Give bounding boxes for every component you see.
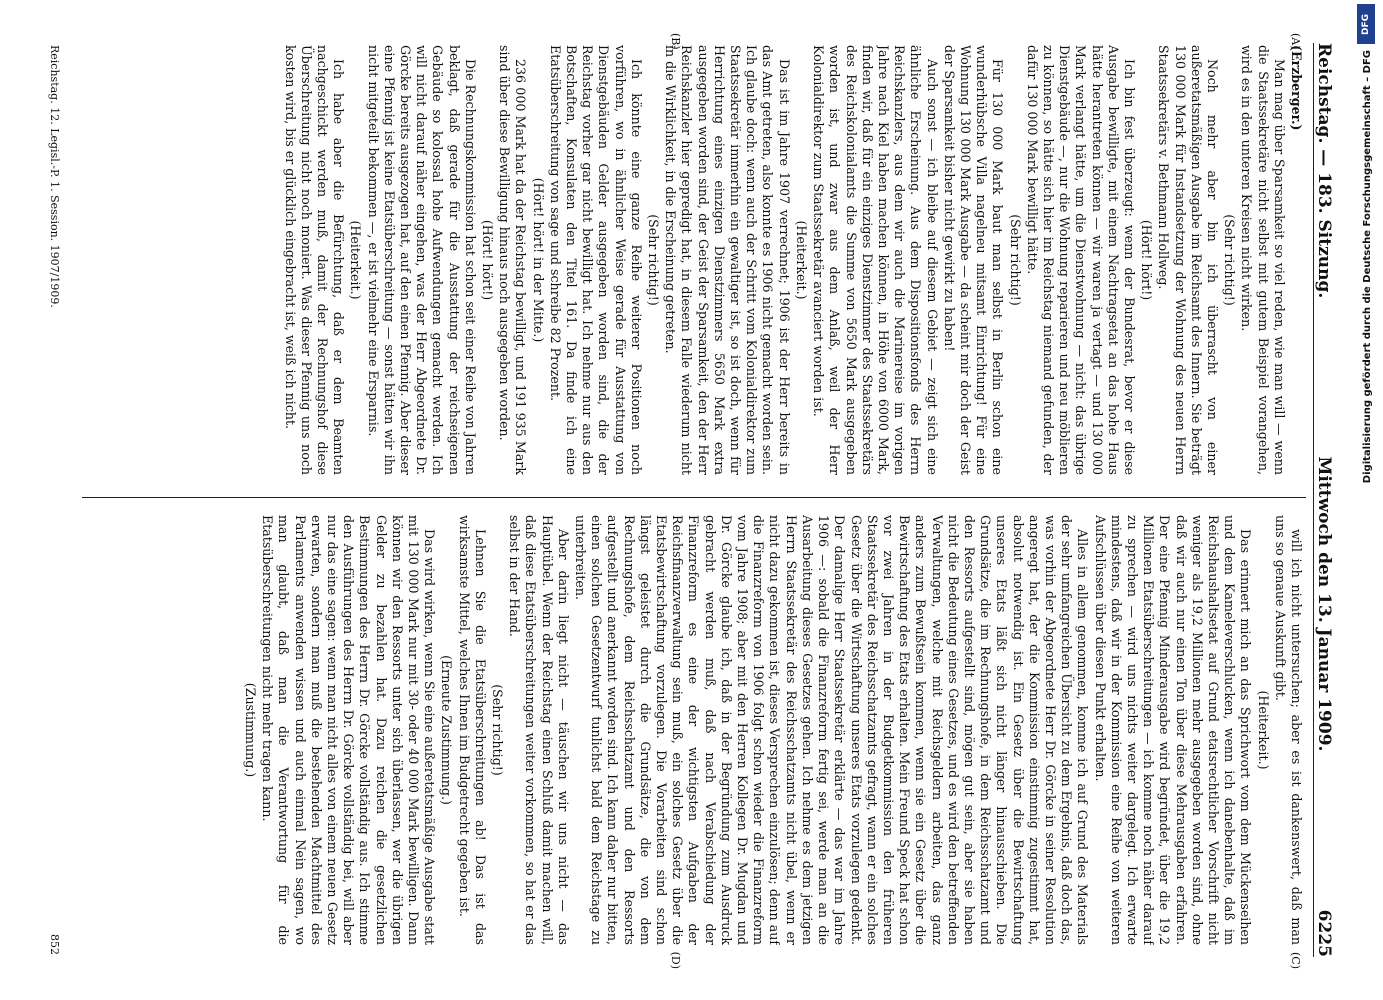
footer-sheet-number: 852 <box>47 934 61 955</box>
page-footer <box>48 45 61 955</box>
left-column <box>82 45 1304 475</box>
interjection: (Hört! hört!) <box>1138 219 1154 301</box>
interjection: (Sehr richtig!) <box>645 214 661 306</box>
paragraph: Das wird wirken, wenn Sie eine außeretatsmäßige Ausgabe statt mit 130 000 Mark nur mit 30- oder 40 000 Mark bewilligen. Dann können wir den Ressorts unter sich überlassen, wer die übrigen Gelder zu bezahlen hat. Dazu reichen die gesetzlichen Bestimmungen des Herrn Dr. Görcke vollständig aus. Ich stimme den Ausführungen des Herrn Dr. Görcke vollständig bei, will aber nur das eine sagen: wenn man nicht alles von einem neuen Gesetz erwarten, sondern man muß die bestehenden Machtmittel des Parlaments anwenden wissen und auch einmal Nein sagen, wo man glaubt, daß man die Verantwortung für die Etatsüberschreitungen nicht mehr tragen kann. <box>259 515 437 945</box>
footer-session: Reichstag. 12. Legisl.-P. 1. Session. 1907/1909. <box>47 45 61 308</box>
paragraph: Das erinnert mich an das Sprichwort vom dem Mückenseihen und dem Kameleverschlucken, wenn ich danebenhalte, daß im Reichshaushaltsetat auf Grund etatsrechtlicher Vorschrift nicht weniger als 19,2 Millionen mehr ausgegeben worden sind, ohne daß wir auch nur einen Ton über diese Mehrausgaben erfahren. Der eine Pfennig Minderausgabe wird begründet, über die 19,2 Millionen Etatsüberschreitungen — ich komme noch näher darauf zu sprechen — wird uns nichts weiter dargelegt. Ich erwarte mindestens, daß wir in der Kommission eine Reihe von weiteren Aufschlüssen über diesen Punkt erhalten. <box>1092 515 1253 945</box>
paragraph: Auch sonst — ich bleibe auf diesem Gebiet — zeigt sich eine ähnliche Erscheinung. Aus dem Dispositionsfonds des Herrn Reichskanzlers, aus dem wir auch die Marinereise im vorigen Jahre nach Kiel haben machen können, in Höhe von 6000 Mark, finden wir, daß für ein einziges Dienstzimmer des Staatssekretärs des Reichskolonialamts die Summe von 5650 Mark ausgegeben worden ist, und zwar aus dem Anlaß, weil der Herr Kolonialdirektor zum Staatssekretär avanciert worden ist. <box>810 45 940 475</box>
paragraph: Aber darin liegt nicht — täuschen wir uns nicht — das Hauptübel. Wenn der Reichstag einen Schluß damit machen will, daß diese Etatsüberschreitungen weiter vorkommen, so hat er das selbst in der Hand. <box>506 515 571 945</box>
page-number: 6225 <box>1313 909 1334 957</box>
paragraph: Alles in allem genommen, komme ich auf Grund des Materials der sehr umfangreichen Übersicht zu dem Ergebnis, daß doch das, was vorhin der Abgeordnete Herr Dr. Görcke in seiner Resolution angeregt hat, der die Kommission einstimmig zugestimmt hat, absolut notwendig ist. Ein Gesetz über die Bewirtschaftung unseres Etats läßt sich nicht länger hinausschieben. Die Grundsätze, die im Rechnungshofe, in dem Reichsschatzamt und den Ressorts aufgestellt sind, mögen gut sein, aber sie haben nicht die Bedeutung eines Gesetzes, und es wird den betreffenden Verwaltungen, welche mit Reichsgeldern arbeiten, das ganz anders zum Bewußtsein kommen, wenn sie ein Gesetz über die Bewirtschaftung des Etats erhalten. Mein Freund Speck hat schon vor zwei Jahren in der Budgetkommission den früheren Staatssekretär des Reichsschatzamts gefragt, wann er ein solches Gesetz über die Wirtschaftung unseres Etats vorzulegen gedenkt. Der damalige Herr Staatssekretär erklärte — das war im Jahre 1906 —: sobald die Finanzreform fertig sei, werde man an die Ausarbeitung dieses Gesetzes gehen. Ich nehme es dem jetzigen Herrn Staatssekretär des Reichsschatzamts nicht übel, wenn er nicht dazu gekommen ist, dieses Versprechen einzulösen; denn auf die Finanzreform von 1906 folgt schon wieder die Finanzreform vom Jahre 1908; aber mit den Herren Kollegen Dr. Mugdan und Dr. Görcke glaube ich, daß in der Begründung zum Ausdruck gebracht werden muß, daß nach Verabschiedung der Finanzreform es eine der wichtigsten Aufgaben der Reichsfinanzverwaltung sein muß, ein solches Gesetz über die Etatsbewirtschaftung vorzulegen. Die Vorarbeiten sind schon längst geleistet durch die Grundsätze, die von dem Rechnungshofe, dem Reichsschatzamt und den Ressorts aufgestellt und anerkannt worden sind. Ich kann daher nur bitten, einen solchen Gesetzentwurf tunlichst bald dem Reichstage zu unterbreiten. <box>572 515 1090 945</box>
margin-mark-a: (A) <box>1288 33 1302 50</box>
interjection: (Hört! hört!) <box>479 219 495 301</box>
paragraph: Ich könnte eine ganze Reihe weiterer Positionen noch vorführen, wo in ähnlicher Weise gerade für Ausstattung von Dienstgebäuden Gelder ausgegeben worden sind, die der Reichstag vorher gar nicht bewilligt hat. Ich nehme nur aus den Botschaften, Konsulaten den Titel 161. Da finde ich eine Etatsüberschreitung von sage und schreibe 82 Prozent. <box>547 45 644 475</box>
header-left: Reichstag. — 183. Sitzung. <box>1313 43 1334 299</box>
paragraph: Man mag über Sparsamkeit so viel reden, wie man will — wenn die Staatssekretäre nicht selbst mit gutem Beispiel vorangehen, wird es in den unteren Kreisen nicht wirken. <box>1238 45 1287 475</box>
rotated-page <box>42 33 1342 969</box>
interjection: (Zustimmung.) <box>242 682 258 778</box>
paragraph: Lehnen Sie die Etatsüberschreitungen ab! Das ist das wirksamste Mittel, welches Ihnen im Budgetrecht gegeben ist. <box>456 515 488 945</box>
interjection: (Heiterkeit.) <box>793 220 809 300</box>
interjection: (Heiterkeit.) <box>1255 690 1271 770</box>
paragraph: Für 130 000 Mark baut man selbst in Berlin schon eine wunderhübsche Villa nagelneu mitsamt Einrichtung! Für eine Wohnung 130 000 Mark Ausgabe — da scheint mir doch der Geist der Sparsamkeit bisher nicht gewirkt zu haben! <box>941 45 1005 475</box>
dfg-logo: DFG <box>1357 4 1375 44</box>
paragraph: will ich nicht untersuchen; aber es ist dankenswert, daß man uns so genaue Auskunft gibt. <box>1272 515 1304 945</box>
interjection: (Heiterkeit.) <box>347 220 363 300</box>
interjection: (Sehr richtig!) <box>1221 214 1237 306</box>
page-header <box>1313 43 1342 957</box>
dfg-credit-text: Digitalisierung gefördert durch die Deutsche Forschungsgemeinschaft – DFG <box>1362 50 1373 484</box>
interjection: (Erneute Zustimmung.) <box>438 655 454 805</box>
interjection: (Hört! hört! in der Mitte.) <box>530 177 546 343</box>
right-column <box>82 515 1304 945</box>
paragraph: Die Rechnungskommission hat schon seit einer Reihe von Jahren beklagt, daß gerade für die Ausstattung der reichseigenen Gebäude so kolossal hohe Aufwendungen gemacht werden. Ich will nicht darauf näher eingehen, was der Herr Abgeordnete Dr. Görcke bereits ausgezogen hat, auf den einen Pfennig. Aber dieser eine Pfennig ist keine Etatsüberschreitung — sonst hätten wir ihn nicht mitgeteilt bekommen —, er ist vielmehr eine Ersparnis. <box>365 45 478 475</box>
header-date: Mittwoch den 13. Januar 1909. <box>1313 456 1334 752</box>
paragraph: 236 000 Mark hat da der Reichstag bewilligt, und 191 935 Mark sind über diese Bewilligung hinaus noch ausgegeben worden. <box>496 45 528 475</box>
speaker-name: (Erzberger.) <box>1288 45 1304 131</box>
margin-mark-c: (C) <box>1288 952 1302 969</box>
paragraph: Noch mehr aber bin ich überrascht von einer außeretatsmäßigen Ausgabe im Reichsamt des Innern. Sie beträgt 130 000 Mark für Instandsetzung der Wohnung des neuen Herrn Staatssekretärs v. Bethmann Hollweg. <box>1155 45 1220 475</box>
column-divider <box>82 497 1306 498</box>
paragraph: Ich habe aber die Befürchtung, daß er dem Beamten nachgeschickt werden muß, damit der Rechnungshof diese Überschreitung nicht noch moniert. Was dieser Pfennig uns noch kosten wird, bis er glücklich eingebracht ist, weiß ich nicht. <box>282 45 346 475</box>
margin-mark-b: (B) <box>668 33 682 50</box>
margin-mark-d: (D) <box>668 951 682 969</box>
interjection: (Sehr richtig!) <box>489 684 505 776</box>
digitization-sidebar <box>1353 0 1379 1000</box>
paragraph: Ich bin fest überzeugt: wenn der Bundesrat, bevor er diese Ausgabe bewilligte, mit einem Nachtragsetat an das hohe Haus hätte herantreten können — wir waren ja vertagt — und 130 000 Mark verlangt hätte, um die Dienstwohnung — nicht: das übrige Dienstgebäude —, nur die Wohnung reparieren und neu möblieren zu können, so hätte sich hier im Reichstag niemand gefunden, der dafür 130 000 Mark bewilligt hätte. <box>1024 45 1137 475</box>
paragraph: Das ist im Jahre 1907 verrechnet; 1906 ist der Herr bereits in das Amt getreten, also konnte es 1906 nicht gemacht worden sein. Ich glaube doch: wenn auch der Schritt vom Kolonialdirektor zum Staatssekretär immerhin ein gewaltiger ist, so ist doch, wenn für Herrichtung eines einzigen Dienstzimmers 5650 Mark extra ausgegeben worden sind, der Geist der Sparsamkeit, den der Herr Reichskanzler hier gepredigt hat, in diesem Falle wiederum nicht in die Wirklichkeit, in die Erscheinung getreten. <box>662 45 792 475</box>
interjection: (Sehr richtig!) <box>1007 214 1023 306</box>
